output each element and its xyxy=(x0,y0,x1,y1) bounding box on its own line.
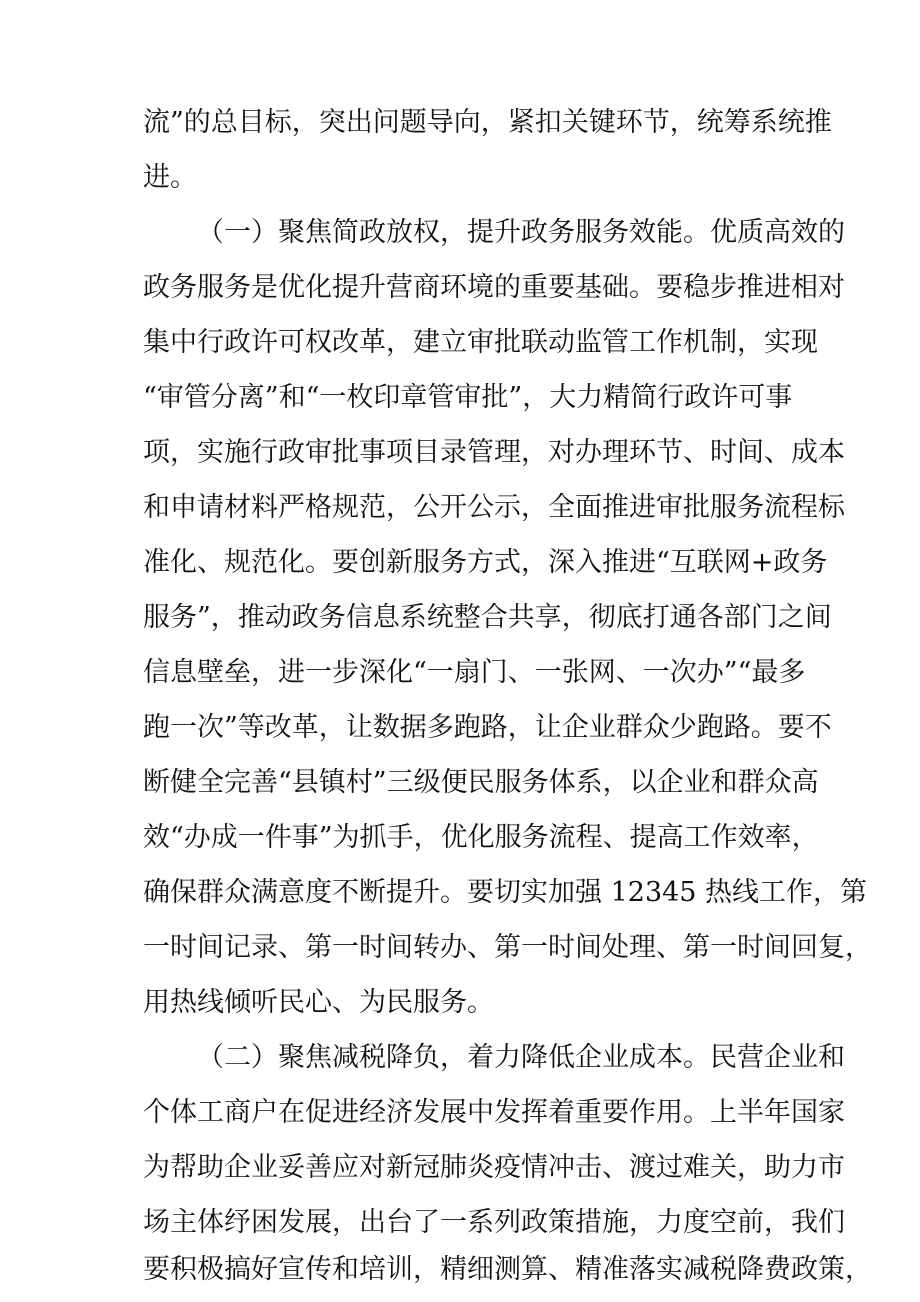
paragraph-line: 集中行政许可权改革，建立审批联动监管工作机制，实现 xyxy=(143,327,818,358)
section-heading-line: （一）聚焦简政放权，提升政务服务效能。优质高效的 xyxy=(197,217,845,248)
paragraph-line: 个体工商户在促进经济发展中发挥着重要作用。上半年国家 xyxy=(143,1097,845,1128)
paragraph-line: 用热线倾听民心、为民服务。 xyxy=(143,987,494,1018)
paragraph-line: 信息壁垒，进一步深化“一扇门、一张网、一次办”“最多 xyxy=(143,657,806,688)
paragraph-line: 政务服务是优化提升营商环境的重要基础。要稳步推进相对 xyxy=(143,272,845,303)
paragraph-line: 和申请材料严格规范，公开公示，全面推进审批服务流程标 xyxy=(143,492,845,523)
paragraph-line: 要积极搞好宣传和培训，精细测算、精准落实减税降费政策， xyxy=(143,1254,872,1285)
paragraph-line: 服务”，推动政务信息系统整合共享，彻底打通各部门之间 xyxy=(143,602,832,633)
paragraph-line: 流”的总目标，突出问题导向，紧扣关键环节，统筹系统推 xyxy=(143,107,832,138)
paragraph-line: 效“办成一件事”为抓手，优化服务流程、提高工作效率， xyxy=(143,822,819,853)
paragraph-line: 项，实施行政审批事项目录管理，对办理环节、时间、成本 xyxy=(143,437,845,468)
section-heading-line: （二）聚焦减税降负，着力降低企业成本。民营企业和 xyxy=(197,1042,845,1073)
paragraph-line: 场主体纾困发展，出台了一系列政策措施，力度空前，我们 xyxy=(143,1207,845,1238)
paragraph-line: 确保群众满意度不断提升。要切实加强 12345 热线工作，第 xyxy=(143,877,868,908)
paragraph-line: 进。 xyxy=(143,162,197,193)
paragraph-line: 跑一次”等改革，让数据多跑路，让企业群众少跑路。要不 xyxy=(143,712,832,743)
paragraph-line: 断健全完善“县镇村”三级便民服务体系，以企业和群众高 xyxy=(143,767,819,798)
paragraph-line: 一时间记录、第一时间转办、第一时间处理、第一时间回复， xyxy=(143,932,872,963)
paragraph-line: 为帮助企业妥善应对新冠肺炎疫情冲击、渡过难关，助力市 xyxy=(143,1152,845,1183)
paragraph-line: 准化、规范化。要创新服务方式，深入推进“互联网+政务 xyxy=(143,547,828,578)
paragraph-line: “审管分离”和“一枚印章管审批”，大力精简行政许可事 xyxy=(143,382,793,413)
